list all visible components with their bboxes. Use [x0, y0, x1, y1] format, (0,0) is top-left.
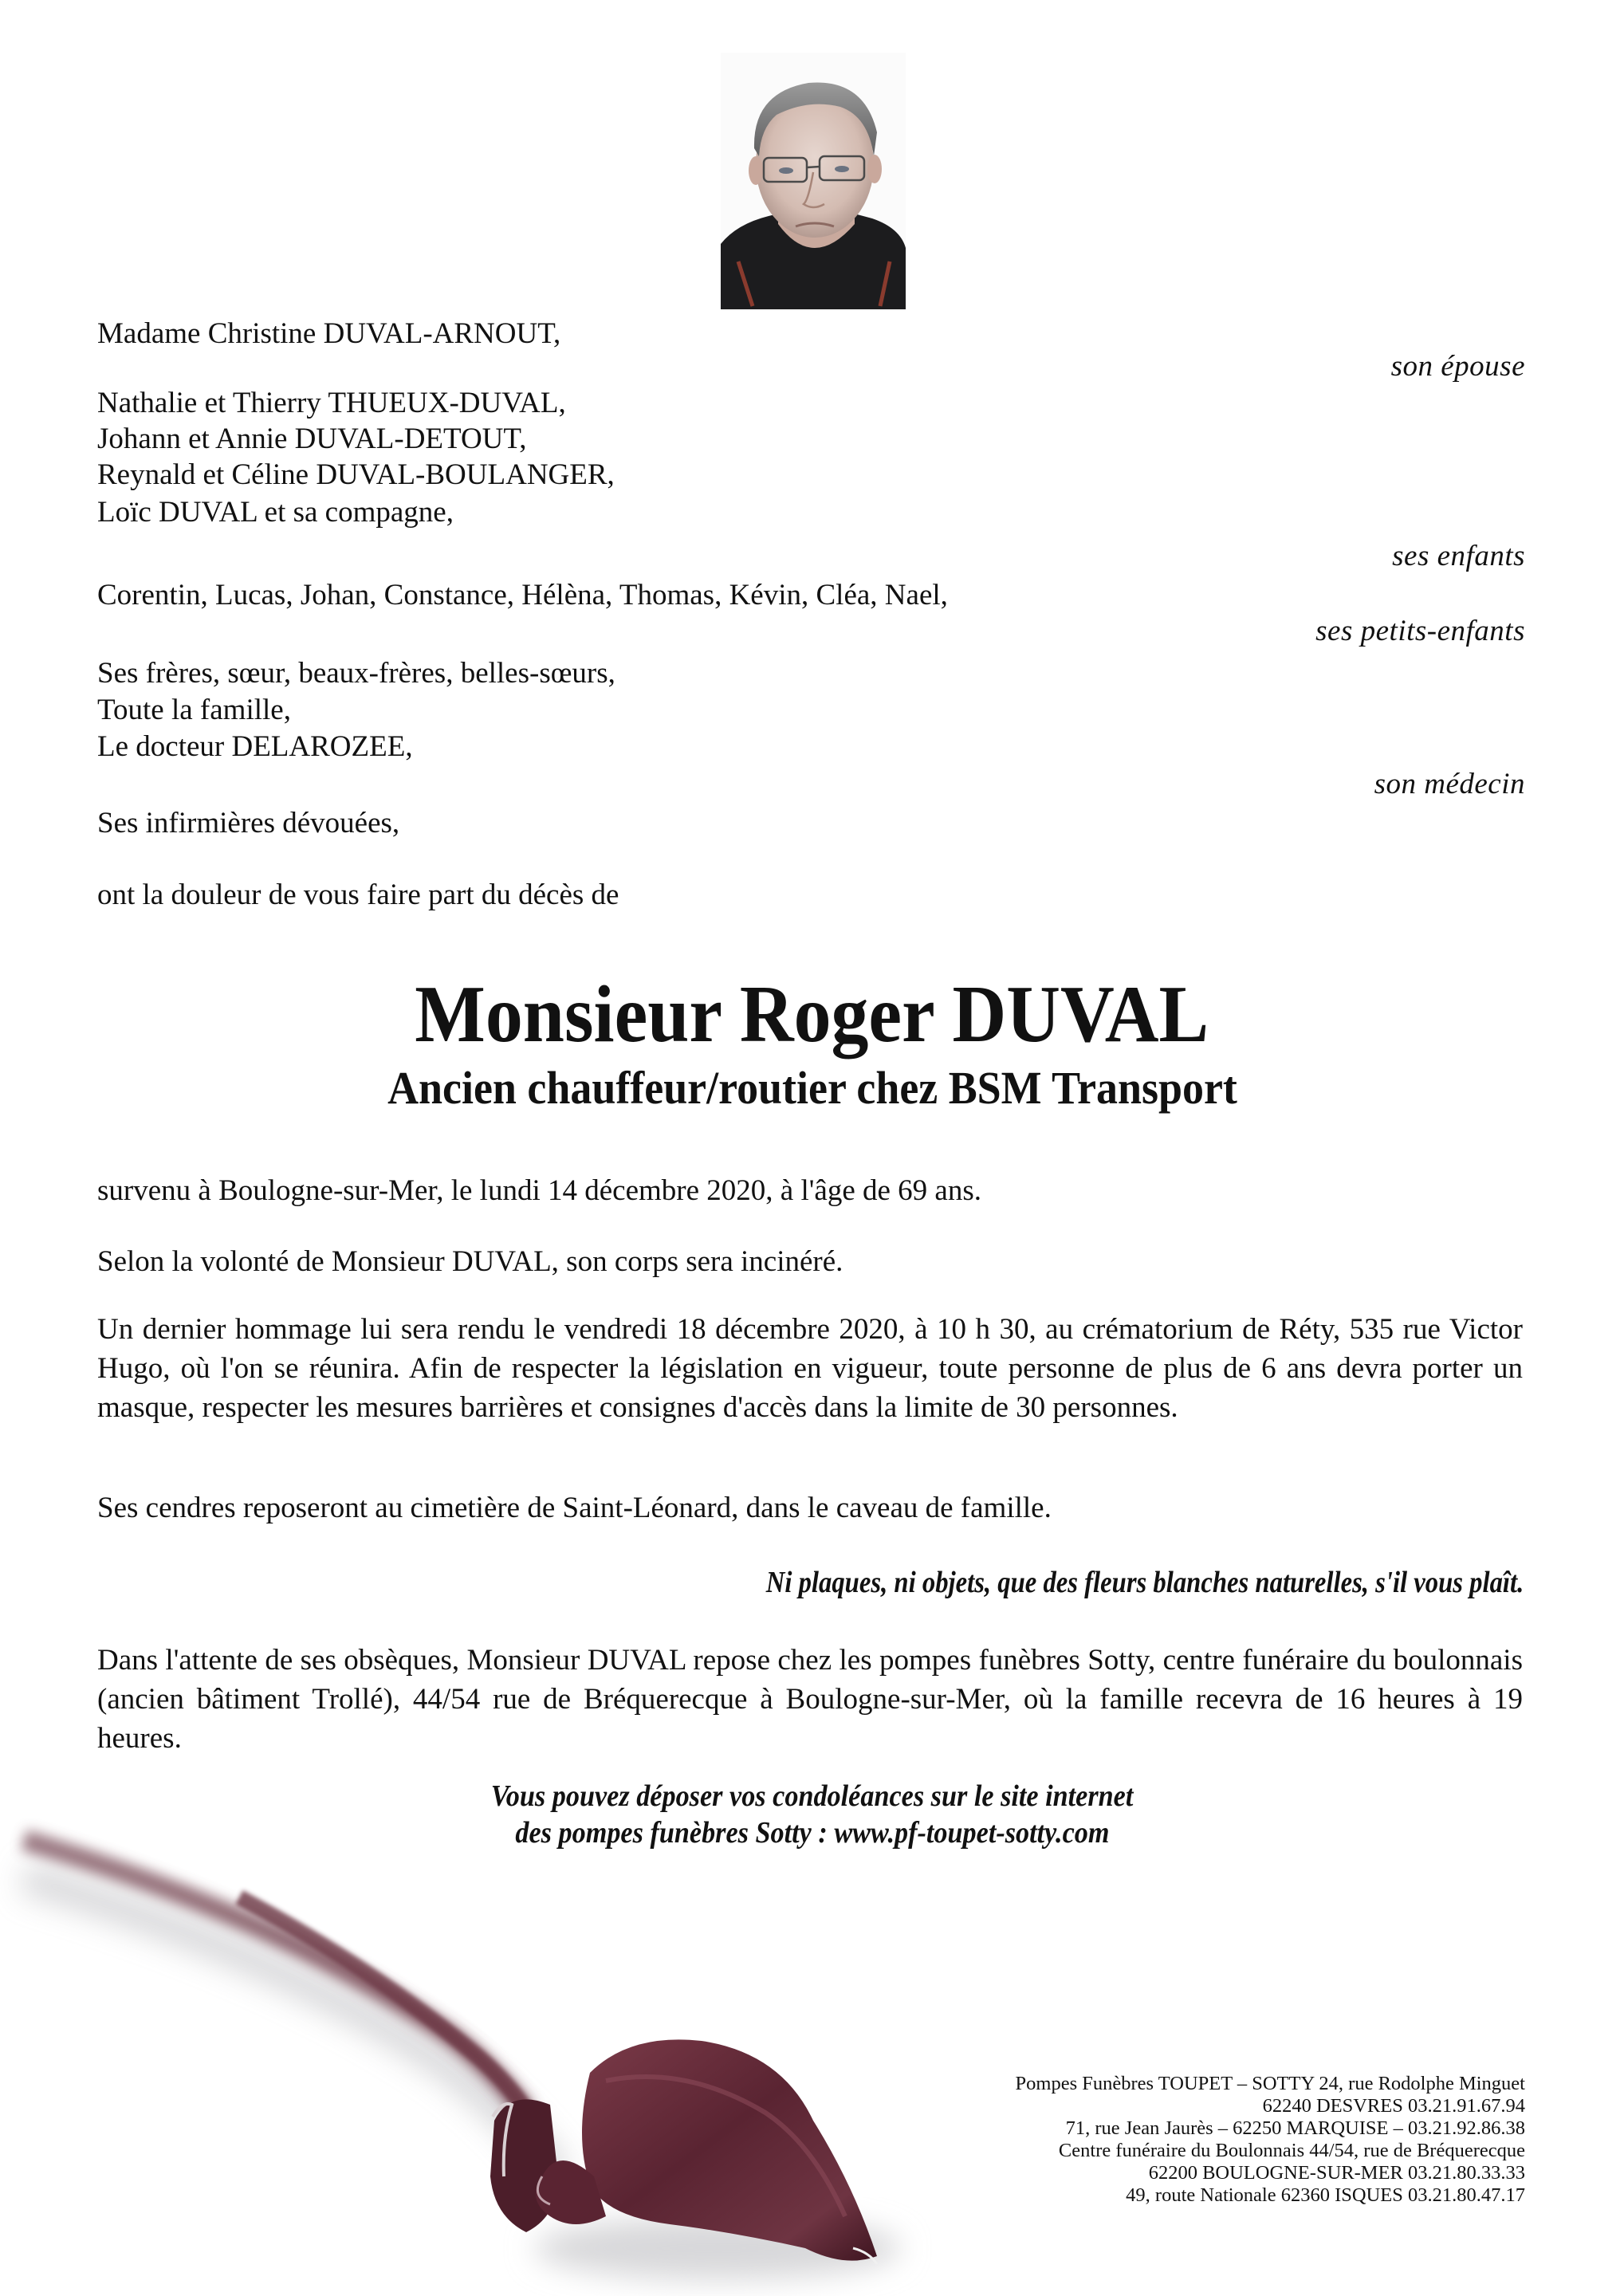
portrait-photo [721, 53, 906, 309]
family-line-child-1: Nathalie et Thierry THUEUX-DUVAL, [97, 387, 566, 419]
condolences-website-link[interactable]: des pompes funèbres Sotty : www.pf-toupet-sotty.com [514, 1816, 1110, 1850]
footer-line: Centre funéraire du Boulonnais 44/54, rue de Bréquerecque [1058, 2140, 1525, 2161]
relation-label-grandchildren: ses petits-enfants [1315, 615, 1525, 647]
funeral-home-contacts [1016, 2073, 1525, 2207]
family-line-grandchildren: Corentin, Lucas, Johan, Constance, Hélèna, Thomas, Kévin, Cléa, Nael, [97, 579, 948, 611]
paragraph-ashes: Ses cendres reposeront au cimetière de Saint-Léonard, dans le caveau de famille. [97, 1492, 1052, 1524]
deceased-name [0, 969, 1624, 1060]
paragraph-cremation: Selon la volonté de Monsieur DUVAL, son corps sera incinéré. [97, 1245, 843, 1278]
family-line-child-2: Johann et Annie DUVAL-DETOUT, [97, 423, 527, 455]
footer-line: 62200 BOULOGNE-SUR-MER 03.21.80.33.33 [1148, 2162, 1525, 2184]
paragraph-visitation: Dans l'attente de ses obsèques, Monsieur DUVAL repose chez les pompes funèbres Sotty, centre funéraire du boulonnais (ancien bâtiment Trollé), 44/54 rue de Bréquerecque à Boulogne-sur-Mer, où la famille recevra de 16 heures à 19 heures. [97, 1644, 1523, 1755]
deceased-occupation [0, 1062, 1624, 1114]
deceased-name-text: Monsieur Roger DUVAL [415, 969, 1209, 1060]
paragraph-death: survenu à Boulogne-sur-Mer, le lundi 14 décembre 2020, à l'âge de 69 ans. [97, 1174, 981, 1207]
family-line-siblings: Ses frères, sœur, beaux-frères, belles-sœurs, [97, 657, 615, 690]
flowers-notice-text: Ni plaques, ni objets, que des fleurs blanches naturelles, s'il vous plaît. [765, 1566, 1524, 1599]
portrait-image [721, 53, 906, 309]
footer-line: 62240 DESVRES 03.21.91.67.94 [1262, 2095, 1525, 2117]
relation-label-children: ses enfants [1392, 540, 1525, 572]
family-line-nurses: Ses infirmières dévouées, [97, 807, 400, 839]
footer-line: Pompes Funèbres TOUPET – SOTTY 24, rue Rodolphe Minguet [1015, 2073, 1525, 2094]
flowers-notice [643, 1565, 1524, 1600]
family-line-child-4: Loïc DUVAL et sa compagne, [97, 496, 454, 529]
family-line-child-3: Reynald et Céline DUVAL-BOULANGER, [97, 458, 615, 491]
deceased-occupation-text: Ancien chauffeur/routier chez BSM Transport [387, 1062, 1237, 1114]
family-line-spouse: Madame Christine DUVAL-ARNOUT, [97, 317, 561, 350]
calla-lily-illustration [0, 1802, 957, 2296]
condolences-line-1-text: Vous pouvez déposer vos condoléances sur le site internet [490, 1779, 1134, 1813]
paragraph-ceremony: Un dernier hommage lui sera rendu le vendredi 18 décembre 2020, à 10 h 30, au crématorium de Réty, 535 rue Victor Hugo, où l'on se réunira. Afin de respecter la législation en vigueur, toute personne de plus de 6 ans devra porter un masque, respecter les mesures barrières et consignes d'accès dans la limite de 30 personnes. [97, 1313, 1523, 1424]
footer-line: 49, route Nationale 62360 ISQUES 03.21.80.47.17 [1126, 2184, 1525, 2206]
family-line-doctor: Le docteur DELAROZEE, [97, 730, 413, 763]
relation-label-spouse: son épouse [1390, 350, 1525, 383]
footer-line: 71, rue Jean Jaurès – 62250 MARQUISE – 03.21.92.86.38 [1065, 2117, 1525, 2139]
relation-label-doctor: son médecin [1374, 768, 1525, 800]
announcement-intro: ont la douleur de vous faire part du décès de [97, 879, 619, 911]
family-line-whole-family: Toute la famille, [97, 694, 291, 726]
